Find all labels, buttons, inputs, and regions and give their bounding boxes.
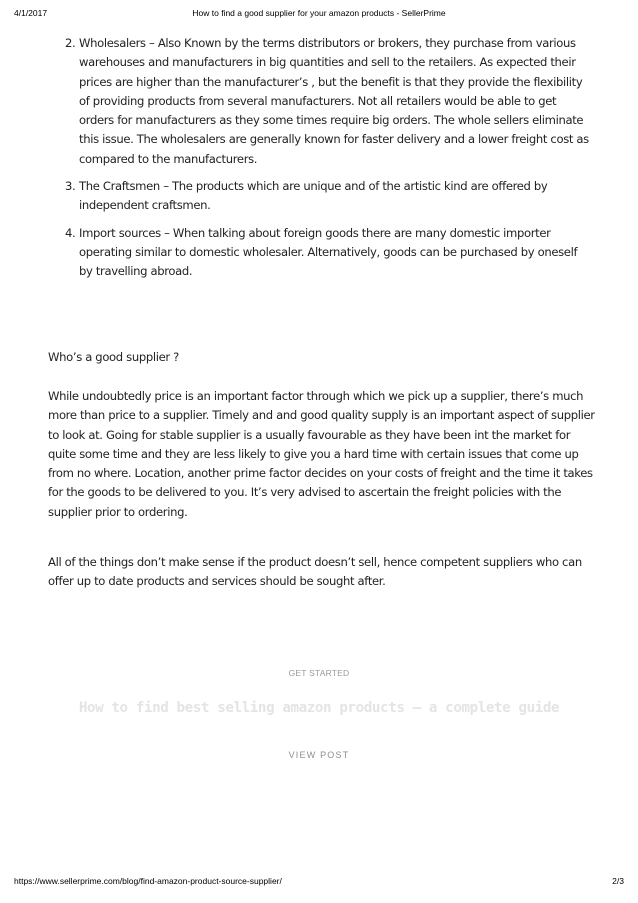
list-item-text: Wholesalers – Also Known by the terms distributors or brokers, they purchase from various warehouses and manufacturers in big quantities and sell to the retailers. As expected their prices are higher than the manufacturer’s , but the benefit is that they provide the flexibility of providing products from several manufacturers. Not all retailers would be able to get orders for manufacturers as they some times require big orders. The whole sellers eliminate this issue. The wholesalers are generally known for faster delivery and a lower freight cost as compared to the manufacturers. <box>79 36 589 166</box>
list-item-number: 2. <box>65 36 76 50</box>
print-header <box>14 8 624 22</box>
print-date: 4/1/2017 <box>14 8 48 18</box>
list-item <box>48 177 593 216</box>
page-url: https://www.sellerprime.com/blog/find-amazon-product-source-supplier/ <box>14 876 282 886</box>
list-item-number: 4. <box>65 225 76 240</box>
paragraph-competent-suppliers: All of the things don’t make sense if the product doesn’t sell, hence competent suppliers who can offer up to date products and services should be sought after. <box>48 555 582 589</box>
supplier-sources-list <box>48 34 593 282</box>
list-item-number: 3. <box>65 179 76 194</box>
page-number: 2/3 <box>612 876 624 886</box>
article-body <box>48 34 595 589</box>
list-item <box>48 34 593 169</box>
related-post-title-link[interactable]: How to find best selling amazon products – a complete guide <box>78 700 560 716</box>
view-post-link[interactable]: VIEW POST <box>288 750 350 760</box>
paragraph-supplier-factors: While undoubtedly price is an important factor through which we pick up a supplier, there’s much more than price to a supplier. Timely and and good quality supply is an important aspect of supplier to look at. Going for stable supplier is a usually favourable as they have been int the market for quite some time and they are less likely to give you a hard time with certain issues that come up from no where. Location, another prime factor decides on your costs of freight and the time it takes for the goods to be delivered to you. It’s very advised to ascertain the freight policies with the supplier prior to ordering. <box>48 389 595 519</box>
get-started-label: GET STARTED <box>288 668 350 678</box>
list-item-text: The Craftsmen – The products which are unique and of the artistic kind are offered by independent craftsmen. <box>79 179 548 213</box>
list-item-text: Import sources – When talking about foreign goods there are many domestic importer operating similar to domestic wholesaler. Alternatively, goods can be purchased by oneself by travelling abroad. <box>79 225 578 279</box>
page-title: How to find a good supplier for your amazon products - SellerPrime <box>192 8 446 18</box>
section-question: Who’s a good supplier ? <box>48 350 179 364</box>
list-item <box>48 224 593 282</box>
